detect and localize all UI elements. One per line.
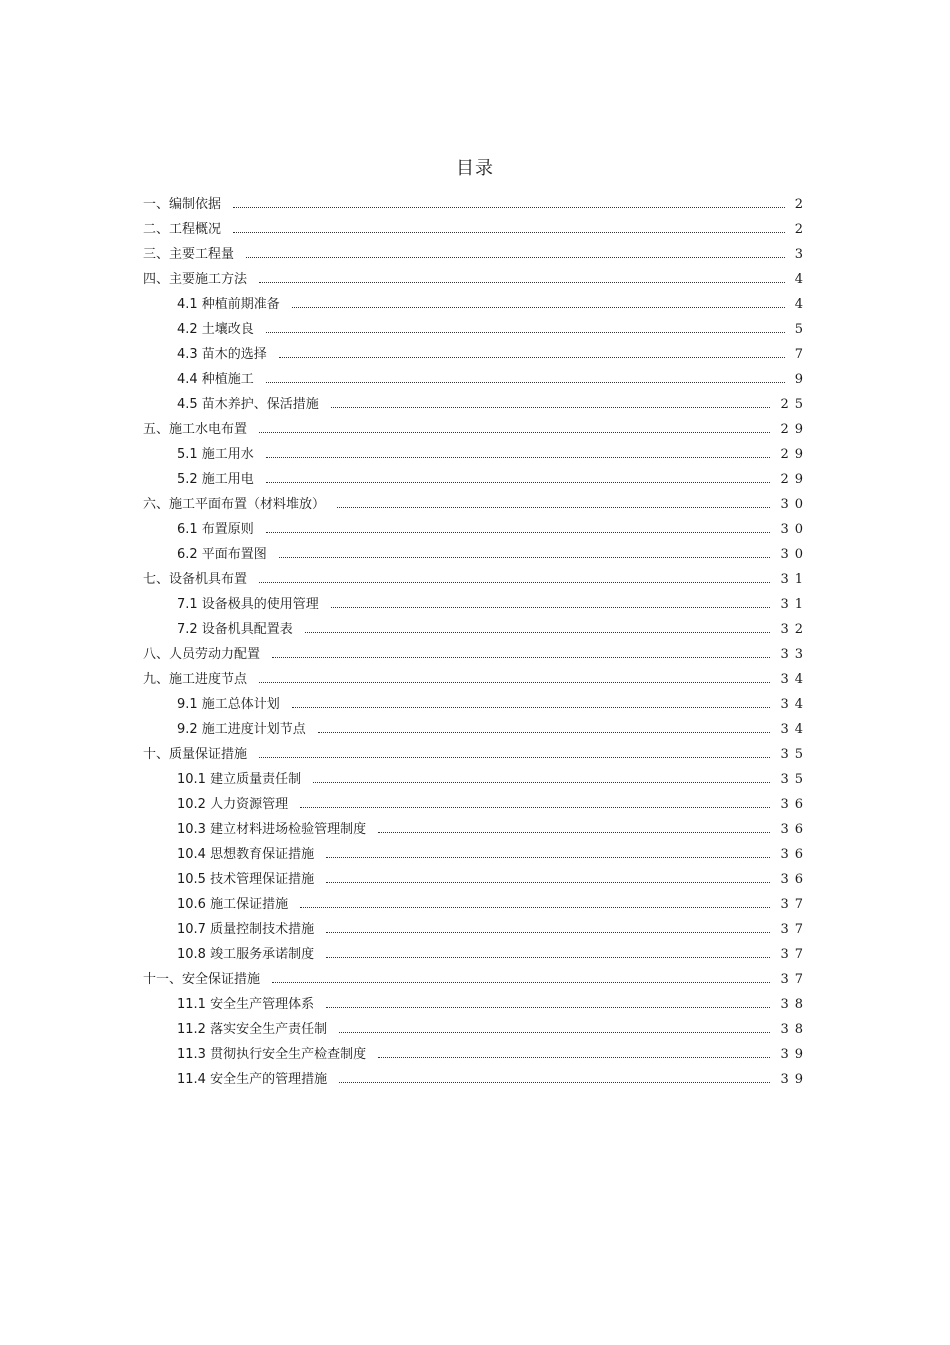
toc-dot-leader — [272, 657, 770, 658]
toc-entry-page-number: 34 — [780, 722, 809, 737]
toc-dot-leader — [331, 407, 771, 408]
toc-entry-title: 10.3 建立材料进场检验管理制度 — [177, 822, 367, 837]
toc-entry[interactable] — [143, 1017, 809, 1042]
toc-entry[interactable] — [143, 642, 809, 667]
toc-entry-page-number: 39 — [780, 1047, 809, 1062]
toc-dot-leader — [326, 857, 770, 858]
toc-entry[interactable] — [143, 817, 809, 842]
toc-entry[interactable] — [143, 517, 809, 542]
toc-entry-title: 4.2 土壤改良 — [177, 322, 254, 337]
toc-list — [143, 192, 809, 1092]
toc-dot-leader — [246, 257, 785, 258]
toc-entry-title: 11.4 安全生产的管理措施 — [177, 1072, 328, 1087]
toc-entry[interactable] — [143, 742, 809, 767]
toc-dot-leader — [279, 357, 785, 358]
toc-entry-title: 10.5 技术管理保证措施 — [177, 872, 315, 887]
toc-entry-page-number: 9 — [794, 372, 809, 387]
toc-entry-page-number: 36 — [780, 847, 809, 862]
toc-entry-title: 八、人员劳动力配置 — [143, 647, 261, 662]
toc-entry-page-number: 34 — [780, 697, 809, 712]
toc-entry-page-number: 29 — [780, 472, 809, 487]
toc-entry-page-number: 31 — [780, 597, 809, 612]
toc-entry[interactable] — [143, 667, 809, 692]
toc-entry[interactable] — [143, 292, 809, 317]
toc-entry-title: 5.1 施工用水 — [177, 447, 254, 462]
toc-entry[interactable] — [143, 992, 809, 1017]
toc-entry-title: 十一、安全保证措施 — [143, 972, 261, 987]
toc-entry[interactable] — [143, 617, 809, 642]
toc-entry[interactable] — [143, 842, 809, 867]
toc-dot-leader — [292, 707, 771, 708]
toc-entry-page-number: 4 — [794, 272, 809, 287]
toc-entry[interactable] — [143, 917, 809, 942]
toc-dot-leader — [259, 432, 770, 433]
toc-entry-title: 9.2 施工进度计划节点 — [177, 722, 306, 737]
toc-entry-page-number: 29 — [780, 422, 809, 437]
toc-entry-title: 十、质量保证措施 — [143, 747, 248, 762]
toc-dot-leader — [259, 282, 785, 283]
toc-entry-page-number: 7 — [794, 347, 809, 362]
toc-dot-leader — [259, 582, 770, 583]
toc-entry-page-number: 37 — [780, 897, 809, 912]
toc-entry-page-number: 34 — [780, 672, 809, 687]
toc-entry-title: 4.1 种植前期准备 — [177, 297, 280, 312]
toc-dot-leader — [378, 1057, 770, 1058]
toc-entry-page-number: 30 — [780, 547, 809, 562]
toc-dot-leader — [233, 232, 785, 233]
toc-entry[interactable] — [143, 1067, 809, 1092]
toc-dot-leader — [300, 807, 770, 808]
toc-entry[interactable] — [143, 592, 809, 617]
toc-entry-title: 11.3 贯彻执行安全生产检查制度 — [177, 1047, 367, 1062]
toc-entry-page-number: 25 — [780, 397, 809, 412]
toc-entry[interactable] — [143, 342, 809, 367]
toc-dot-leader — [279, 557, 771, 558]
toc-entry-page-number: 4 — [794, 297, 809, 312]
toc-entry[interactable] — [143, 217, 809, 242]
toc-dot-leader — [326, 932, 770, 933]
toc-entry-page-number: 37 — [780, 922, 809, 937]
toc-entry-title: 5.2 施工用电 — [177, 472, 254, 487]
toc-entry-page-number: 2 — [794, 197, 809, 212]
toc-entry-page-number: 39 — [780, 1072, 809, 1087]
toc-dot-leader — [266, 457, 771, 458]
toc-entry-title: 4.4 种植施工 — [177, 372, 254, 387]
toc-entry[interactable] — [143, 942, 809, 967]
toc-entry[interactable] — [143, 492, 809, 517]
toc-entry[interactable] — [143, 892, 809, 917]
toc-entry-title: 10.4 思想教育保证措施 — [177, 847, 315, 862]
toc-dot-leader — [305, 632, 771, 633]
toc-entry[interactable] — [143, 542, 809, 567]
toc-entry-title: 10.8 竣工服务承诺制度 — [177, 947, 315, 962]
toc-dot-leader — [326, 882, 770, 883]
toc-entry-page-number: 33 — [780, 647, 809, 662]
toc-entry-title: 6.1 布置原则 — [177, 522, 254, 537]
toc-entry[interactable] — [143, 692, 809, 717]
toc-entry[interactable] — [143, 1042, 809, 1067]
toc-entry-title: 7.2 设备机具配置表 — [177, 622, 293, 637]
toc-dot-leader — [300, 907, 770, 908]
toc-entry-title: 9.1 施工总体计划 — [177, 697, 280, 712]
toc-dot-leader — [337, 507, 770, 508]
toc-entry[interactable] — [143, 417, 809, 442]
toc-entry[interactable] — [143, 567, 809, 592]
toc-dot-leader — [259, 682, 770, 683]
toc-dot-leader — [292, 307, 785, 308]
toc-entry-page-number: 32 — [780, 622, 809, 637]
toc-entry[interactable] — [143, 767, 809, 792]
toc-dot-leader — [331, 607, 771, 608]
toc-entry-page-number: 3 — [794, 247, 809, 262]
toc-dot-leader — [378, 832, 770, 833]
toc-dot-leader — [326, 1007, 770, 1008]
toc-entry-page-number: 36 — [780, 797, 809, 812]
toc-dot-leader — [266, 332, 785, 333]
toc-entry-title: 10.7 质量控制技术措施 — [177, 922, 315, 937]
toc-entry-page-number: 36 — [780, 822, 809, 837]
toc-entry-title: 7.1 设备极具的使用管理 — [177, 597, 319, 612]
toc-entry[interactable] — [143, 442, 809, 467]
toc-entry-title: 二、工程概况 — [143, 222, 222, 237]
toc-entry[interactable] — [143, 242, 809, 267]
toc-dot-leader — [339, 1082, 770, 1083]
toc-entry-page-number: 38 — [780, 1022, 809, 1037]
toc-dot-leader — [233, 207, 785, 208]
toc-entry-title: 九、施工进度节点 — [143, 672, 248, 687]
toc-entry-title: 11.1 安全生产管理体系 — [177, 997, 315, 1012]
toc-entry-title: 6.2 平面布置图 — [177, 547, 267, 562]
toc-dot-leader — [272, 982, 770, 983]
toc-entry[interactable] — [143, 867, 809, 892]
toc-entry-page-number: 29 — [780, 447, 809, 462]
toc-dot-leader — [313, 782, 770, 783]
toc-dot-leader — [339, 1032, 770, 1033]
toc-entry-title: 10.6 施工保证措施 — [177, 897, 289, 912]
toc-entry[interactable] — [143, 792, 809, 817]
toc-entry-title: 4.3 苗木的选择 — [177, 347, 267, 362]
toc-entry-page-number: 5 — [794, 322, 809, 337]
toc-entry-page-number: 37 — [780, 972, 809, 987]
toc-dot-leader — [266, 532, 771, 533]
toc-dot-leader — [318, 732, 771, 733]
toc-entry[interactable] — [143, 192, 809, 217]
toc-entry-page-number: 35 — [780, 772, 809, 787]
toc-entry[interactable] — [143, 967, 809, 992]
toc-entry-page-number: 35 — [780, 747, 809, 762]
toc-entry-page-number: 36 — [780, 872, 809, 887]
toc-entry-page-number: 37 — [780, 947, 809, 962]
toc-entry[interactable] — [143, 392, 809, 417]
toc-entry-page-number: 30 — [780, 497, 809, 512]
toc-entry-page-number: 2 — [794, 222, 809, 237]
toc-entry-page-number: 38 — [780, 997, 809, 1012]
toc-entry-title: 一、编制依据 — [143, 197, 222, 212]
toc-entry-title: 六、施工平面布置（材料堆放） — [143, 497, 326, 512]
toc-entry-title: 4.5 苗木养护、保活措施 — [177, 397, 319, 412]
toc-dot-leader — [326, 957, 770, 958]
toc-dot-leader — [266, 482, 771, 483]
toc-entry-page-number: 30 — [780, 522, 809, 537]
toc-entry-title: 四、主要施工方法 — [143, 272, 248, 287]
toc-entry[interactable] — [143, 467, 809, 492]
toc-entry-title: 11.2 落实安全生产责任制 — [177, 1022, 328, 1037]
toc-entry-page-number: 31 — [780, 572, 809, 587]
toc-entry-title: 五、施工水电布置 — [143, 422, 248, 437]
toc-entry[interactable] — [143, 267, 809, 292]
toc-entry-title: 10.1 建立质量责任制 — [177, 772, 302, 787]
toc-entry-title: 10.2 人力资源管理 — [177, 797, 289, 812]
toc-entry[interactable] — [143, 367, 809, 392]
toc-entry-title: 七、设备机具布置 — [143, 572, 248, 587]
toc-dot-leader — [259, 757, 770, 758]
toc-dot-leader — [266, 382, 785, 383]
toc-entry[interactable] — [143, 717, 809, 742]
toc-entry[interactable] — [143, 317, 809, 342]
toc-title: 目录 — [456, 158, 494, 179]
toc-entry-title: 三、主要工程量 — [143, 247, 235, 262]
